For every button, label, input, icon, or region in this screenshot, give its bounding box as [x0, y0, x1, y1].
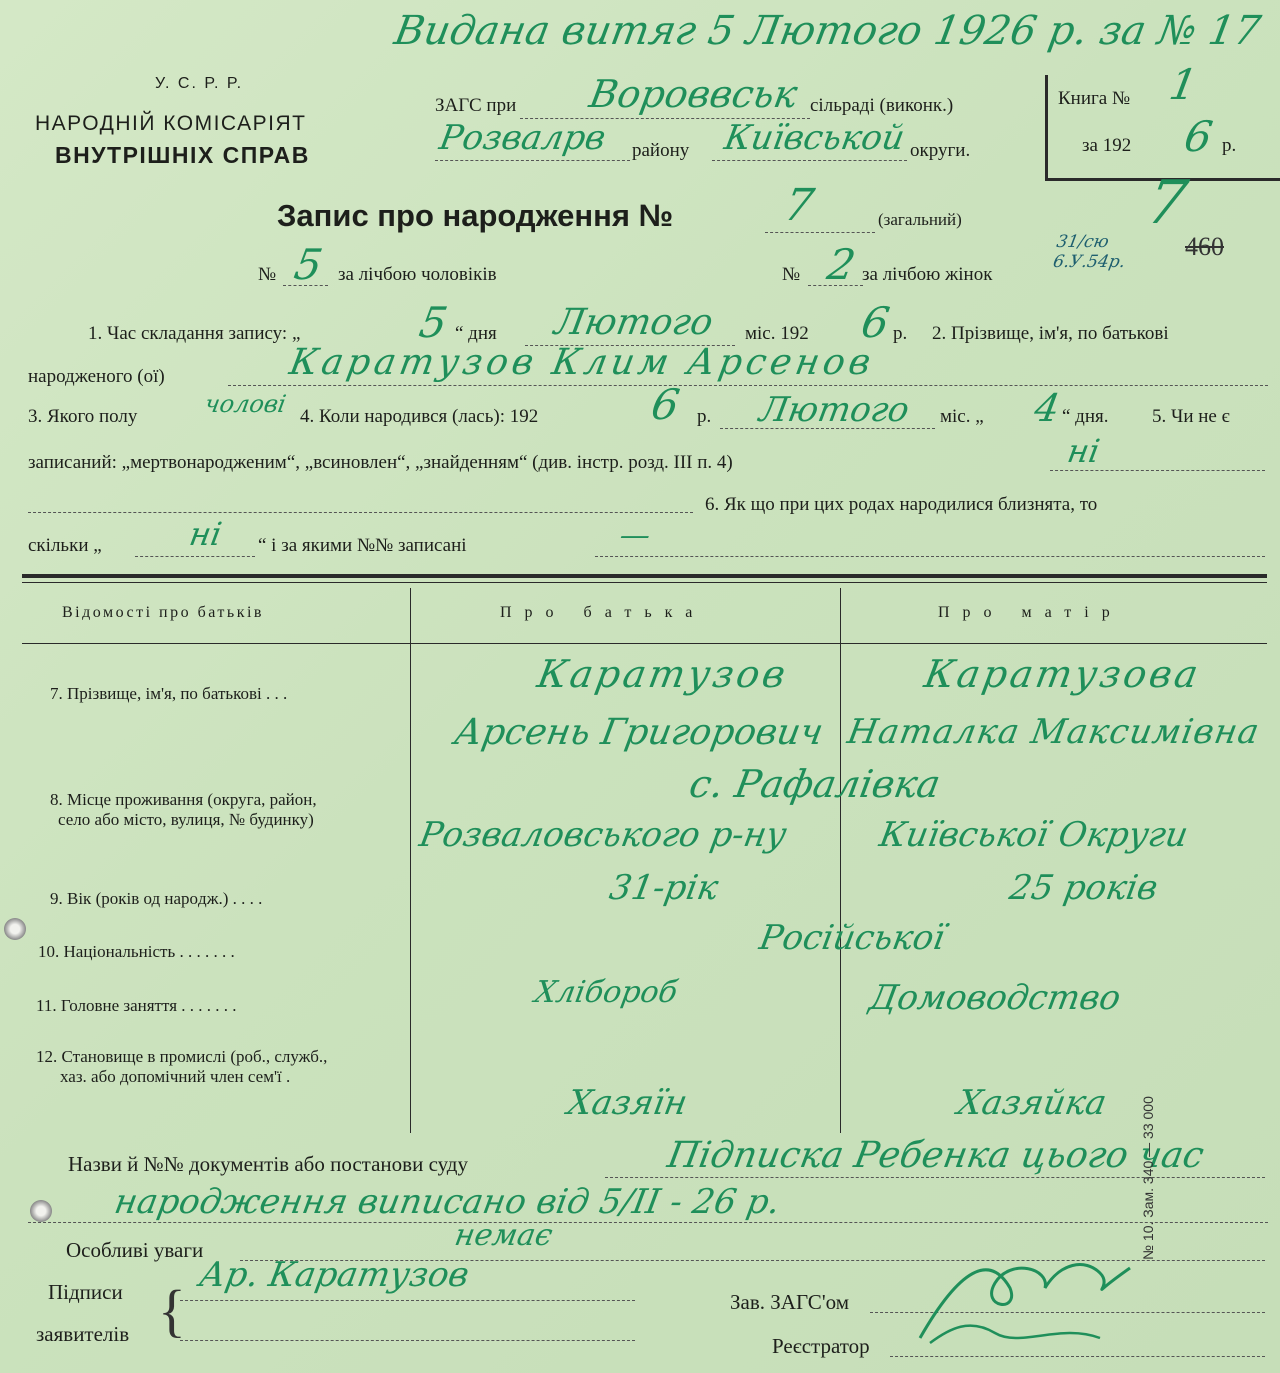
women-line	[808, 285, 863, 286]
table-col-divider-1	[410, 588, 411, 1133]
f4-month: Лютого	[756, 390, 913, 430]
head-label: Зав. ЗАГС'ом	[730, 1290, 849, 1314]
women-label: за лічбою жінок	[862, 264, 993, 285]
mother-age: 25 років	[1006, 868, 1161, 908]
table-col-divider-2	[840, 588, 841, 1133]
applicant-signature: Ар. Каратузов	[196, 1255, 473, 1295]
book-year-suffix: р.	[1222, 135, 1237, 156]
commissariat-line1: НАРОДНІЙ КОМІСАРІЯТ	[35, 112, 307, 135]
book-year-digit: 6	[1180, 112, 1217, 161]
f3-label: 3. Якого полу	[28, 406, 138, 427]
f4-day-suffix: “ дня.	[1062, 406, 1109, 427]
row-label-8a: 8. Місце проживання (округа, район,	[50, 790, 317, 809]
f6-value-line	[135, 556, 255, 557]
okruha-line	[712, 160, 907, 161]
f5-value: ні	[1064, 432, 1103, 470]
men-label: за лічбою чоловіків	[338, 264, 497, 285]
table-top-rule-thin	[22, 582, 1267, 583]
f6-label: 6. Як що при цих родах народилися близнята, то	[705, 494, 1098, 515]
row-label-11: 11. Головне заняття . . . . . . .	[36, 996, 237, 1015]
table-header-mother: Про матір	[938, 604, 1123, 621]
registrar-label: Реєстратор	[772, 1334, 870, 1358]
signatures-label-1: Підписи	[48, 1280, 123, 1304]
record-general-label: (загальний)	[878, 210, 962, 229]
f1-day: 5	[415, 298, 452, 347]
mother-okruha: Київської Округи	[876, 815, 1192, 855]
docs-line-2	[28, 1222, 1268, 1223]
record-number: 7	[780, 180, 818, 231]
docs-value-1: Підписка Ребенка цього час	[664, 1135, 1207, 1176]
mother-status: Хазяйка	[954, 1083, 1110, 1123]
row-label-7: 7. Прізвище, ім'я, по батькові . . .	[50, 684, 288, 703]
f1-label: 1. Час складання запису: „	[88, 323, 301, 344]
okruha-value: Київськой	[721, 118, 908, 158]
f6-label-cont1: скільки „	[28, 535, 102, 556]
f2-value: Каратузов Клим Арсенов	[286, 342, 878, 383]
father-district: Розваловського р-ну	[416, 815, 790, 855]
docs-value-2: народження виписано від 5/ІІ - 26 р.	[111, 1182, 784, 1222]
f5-line	[1050, 470, 1265, 471]
signatures-label-2: заявителів	[36, 1322, 130, 1346]
margin-note-small: 31/сю 6.У.54р.	[1051, 232, 1127, 272]
mother-surname: Каратузова	[921, 652, 1205, 696]
row-label-9: 9. Вік (років од нарoдж.) . . . .	[50, 889, 263, 908]
side-print: № 10. Зам. 340 — 33 000	[1140, 1096, 1156, 1260]
signatures-brace: {	[158, 1278, 186, 1343]
margin-note-main: 7	[1141, 168, 1193, 238]
record-number-line	[765, 232, 875, 233]
nationality: Російської	[756, 918, 948, 958]
f1-month: Лютого	[551, 302, 717, 343]
raion-value: Розвалрв	[436, 118, 609, 158]
commissariat-line2: ВНУТРІШНІХ СПРАВ	[55, 142, 310, 168]
docs-line-1	[605, 1177, 1265, 1178]
men-number: 5	[290, 240, 327, 289]
applicant-line-1	[180, 1300, 635, 1301]
book-year-prefix: за 192	[1082, 135, 1132, 156]
f6-label-cont2: “ і за якими №№ записані	[258, 535, 467, 556]
mother-occupation: Домоводство	[866, 978, 1124, 1018]
father-name: Арсень Григорович	[451, 712, 827, 753]
book-label: Книга №	[1058, 88, 1131, 109]
table-top-rule	[22, 574, 1267, 578]
father-status: Хазяїн	[564, 1083, 691, 1123]
father-surname: Каратузов	[534, 652, 792, 696]
f4-month-suffix: міс. „	[940, 406, 984, 427]
raion-line	[435, 160, 630, 161]
notes-label: Особливі уваги	[66, 1238, 204, 1262]
row-label-12b: хаз. або допомічний член сем'ї .	[60, 1067, 291, 1086]
f6-value: ні	[186, 515, 225, 553]
punch-hole-1	[4, 918, 26, 940]
women-number: 2	[823, 240, 860, 289]
f1-year-suffix: р.	[893, 323, 908, 344]
docs-value-3: немає	[451, 1218, 556, 1253]
f4-day: 4	[1031, 386, 1064, 430]
raion-label: району	[632, 140, 690, 161]
f4-year: 6	[647, 380, 684, 429]
f2-line	[228, 385, 1268, 386]
father-village: с. Рафалівка	[686, 762, 944, 806]
f1-day-suffix: “ дня	[455, 323, 497, 344]
record-title: Запис про народження №	[277, 198, 674, 233]
f1-month-suffix: міс. 192	[745, 323, 809, 344]
table-header-rule	[22, 643, 1267, 644]
father-occupation: Хлібороб	[531, 975, 681, 1010]
men-line	[283, 285, 328, 286]
f3-value: чолові	[202, 390, 289, 418]
top-handwritten-note: Видана витяг 5 Лютого 1926 р. за № 17	[390, 8, 1264, 54]
head-signature	[900, 1228, 1140, 1368]
f4-label: 4. Коли народився (лась): 192	[300, 406, 539, 427]
mother-name: Наталка Максимівна	[844, 712, 1263, 752]
row-label-10: 10. Національність . . . . . . .	[38, 942, 235, 961]
applicant-line-2	[180, 1340, 635, 1341]
margin-note-crossed: 460	[1185, 232, 1224, 261]
f5-line-2	[28, 512, 693, 513]
women-no-label: №	[782, 264, 801, 285]
punch-hole-2	[30, 1200, 52, 1222]
f1-year: 6	[857, 298, 894, 347]
table-header-info: Відомості про батьків	[62, 604, 264, 621]
row-label-12a: 12. Становище в промислі (роб., служб.,	[36, 1047, 328, 1066]
zags-suffix: сільраді (виконк.)	[810, 95, 954, 116]
f2-label: 2. Прізвище, ім'я, по батькові	[932, 323, 1169, 344]
f5-label: 5. Чи не є	[1152, 406, 1230, 427]
zags-village-value: Вороввськ	[586, 72, 801, 116]
okruha-label: округи.	[910, 140, 971, 161]
f6-line	[595, 556, 1265, 557]
f5-label-cont: записаний: „мертвонародженим“, „всиновлен“, „знайденням“ (див. інстр. розд. III п. 4)	[28, 452, 733, 473]
book-number: 1	[1165, 60, 1202, 109]
f6-value2: —	[616, 518, 654, 553]
f4-year-suffix: р.	[697, 406, 712, 427]
ussr-label: У. С. Р. Р.	[155, 75, 244, 92]
f2-label-cont: народженого (ої)	[28, 366, 165, 387]
row-label-8b: село або місто, вулиця, № будинку)	[58, 810, 314, 829]
book-box-left	[1045, 75, 1048, 180]
table-header-father: Про батька	[500, 604, 706, 621]
men-no-label: №	[258, 264, 277, 285]
docs-label: Назви й №№ документів або постанови суду	[68, 1152, 468, 1176]
father-age: 31-рік	[606, 868, 722, 908]
zags-prefix: ЗАГС при	[435, 95, 517, 116]
